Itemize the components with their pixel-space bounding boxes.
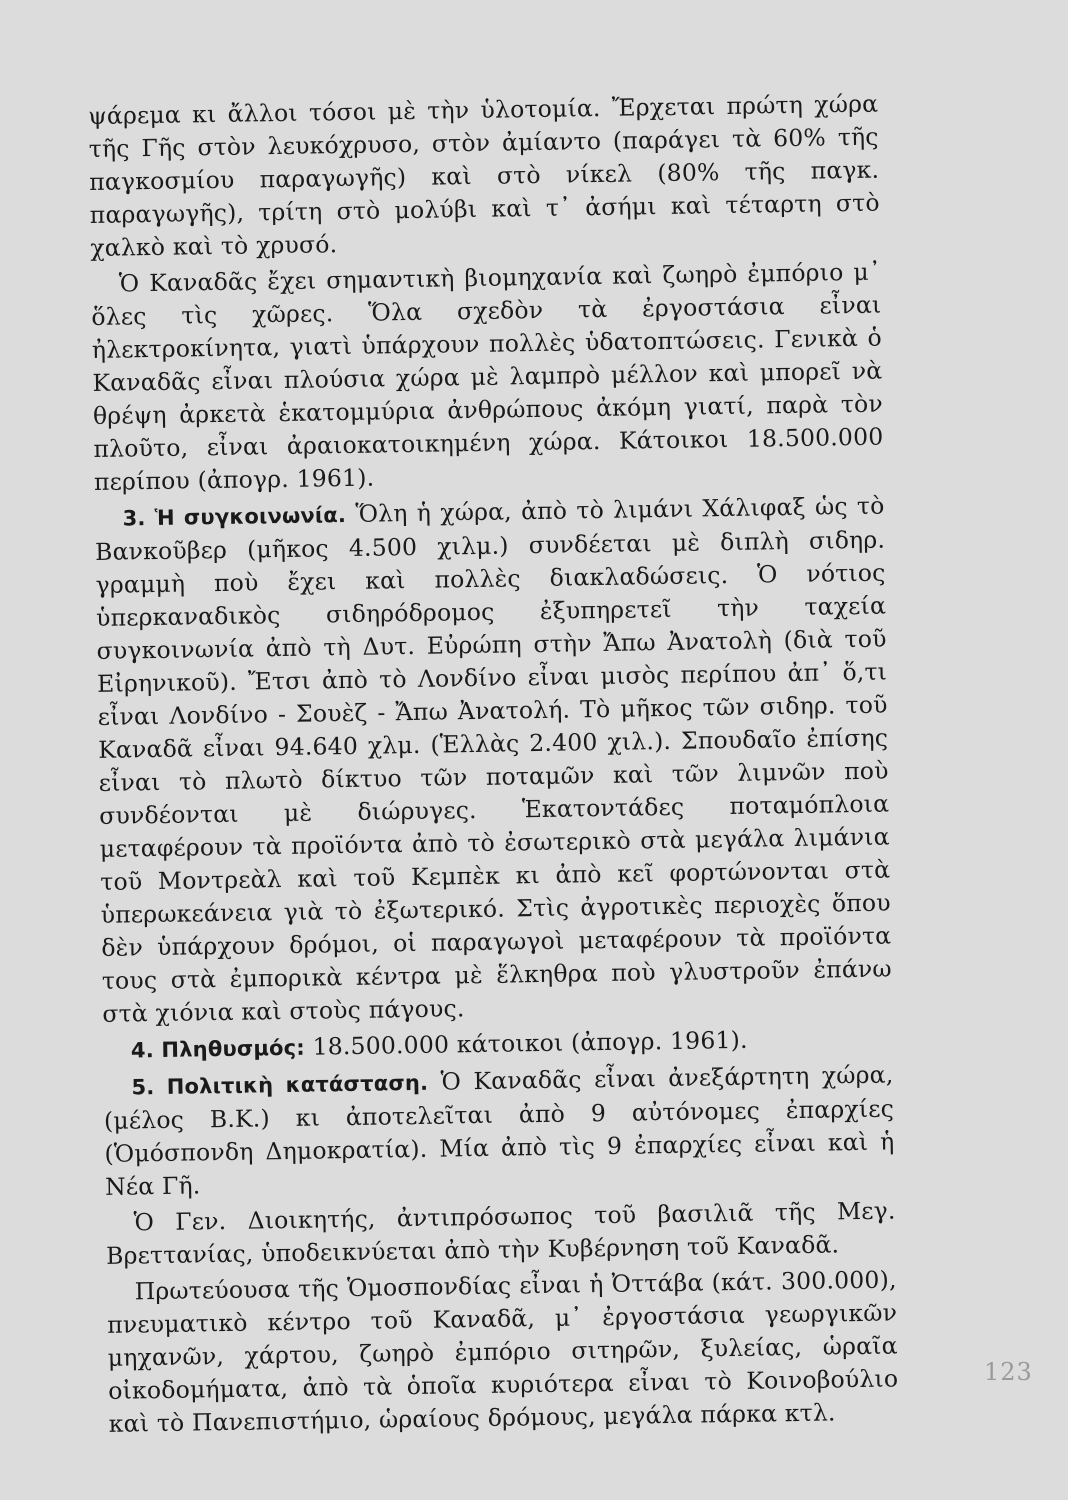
paragraph-capital: Πρωτεύουσα τῆς Ὁμοσπονδίας εἶναι ἡ Ὀττάβα (κάτ. 300.000), πνευματικὸ κέντρο τοῦ Καναδᾶ, μ᾿ ἐργοστάσια γεωργικῶν μηχανῶν, χάρτου, ζωηρὸ ἐμπόριο σιτηρῶν, ξυλείας, ὡραῖα οἰκοδομήματα, ἀπὸ τὰ ὁποῖα κυριότερα εἶναι τὸ Κοινοβούλιο καὶ τὸ Πανεπιστήμιο, ὡραίους δρόμους, μεγάλα πάρκα κτλ. bbox=[107, 1265, 899, 1438]
section-population-text: 18.500.000 κάτοικοι (ἀπογρ. 1961). bbox=[312, 1025, 748, 1061]
paragraph-minerals: ψάρεμα κι ἄλλοι τόσοι μὲ τὴν ὑλοτομία. Ἔρχεται πρώτη χώρα τῆς Γῆς στὸν λευκόχρυσο, στὸν ἀμίαντο (παράγει τὰ 60% τῆς παγκοσμίου παραγωγῆς) καὶ στὸ νίκελ (80% τῆς παγκ. παραγωγῆς), τρίτη στὸ μολύβι καὶ τ᾿ ἀσήμι καὶ τέταρτη στὸ χαλκὸ καὶ τὸ χρυσό. bbox=[88, 89, 880, 262]
section-transport bbox=[94, 490, 892, 1031]
section-politics-heading: 5. Πολιτικὴ κατάσταση. bbox=[131, 1070, 429, 1100]
page-number: 123 bbox=[984, 1358, 1033, 1386]
section-population-heading: 4. Πληθυσμός: bbox=[130, 1035, 306, 1063]
paragraph-governor: Ὁ Γεν. Διοικητής, ἀντιπρόσωπος τοῦ βασιλιᾶ τῆς Μεγ. Βρεττανίας, ὑποδεικνύεται ἀπὸ τὴν Κυβέρνηση τοῦ Καναδᾶ. bbox=[105, 1196, 896, 1270]
section-politics-text: Ὁ Καναδᾶς εἶναι ἀνεξάρτητη χώρα, (μέλος Β.Κ.) κι ἀποτελεῖται ἀπὸ 9 αὐτόνομες ἐπαρχίες (Ὁμόσπονδη Δημοκρατία). Μία ἀπὸ τὶς 9 ἐπαρχίες εἶναι καὶ ἡ Νέα Γῆ. bbox=[103, 1060, 895, 1201]
section-transport-text: Ὅλη ἡ χώρα, ἀπὸ τὸ λιμάνι Χάλιφαξ ὡς τὸ Βανκοῦβερ (μῆκος 4.500 χιλμ.) συνδέεται μὲ διπλὴ σιδηρ. γραμμὴ ποὺ ἔχει καὶ πολλὲς διακλαδώσεις. Ὁ νότιος ὑπερκαναδικὸς σιδηρόδρομος ἐξυπηρετεῖ τὴν ταχεία συγκοινωνία ἀπὸ τὴ Δυτ. Εὐρώπη στὴν Ἄπω Ἀνατολὴ (διὰ τοῦ Εἰρηνικοῦ). Ἔτσι ἀπὸ τὸ Λονδίνο εἶναι μισὸς περίπου ἀπ᾿ ὅ,τι εἶναι Λονδίνο - Σουὲζ - Ἄπω Ἀνατολή. Τὸ μῆκος τῶν σιδηρ. τοῦ Καναδᾶ εἶναι 94.640 χλμ. (Ἑλλὰς 2.400 χιλ.). Σπουδαῖο ἐπίσης εἶναι τὸ πλωτὸ δίκτυο τῶν ποταμῶν καὶ τῶν λιμνῶν ποὺ συνδέονται μὲ διώρυγες. Ἑκατοντάδες ποταμόπλοια μεταφέρουν τὰ προϊόντα ἀπὸ τὸ ἐσωτερικὸ στὰ μεγάλα λιμάνια τοῦ Μοντρεὰλ καὶ τοῦ Κεμπὲκ κι ἀπὸ κεῖ φορτώνονται στὰ ὑπερωκεάνεια γιὰ τὸ ἐξωτερικό. Στὶς ἀγροτικὲς περιοχὲς ὅπου δὲν ὑπάρχουν δρόμοι, οἱ παραγωγοὶ μεταφέρουν τὰ προϊόντα τους στὰ ἐμπορικὰ κέντρα μὲ ἕλκηθρα ποὺ γλυστροῦν ἐπάνω στὰ χιόνια καὶ στοὺς πάγους. bbox=[94, 491, 892, 1028]
paragraph-industry: Ὁ Καναδᾶς ἔχει σημαντικὴ βιομηχανία καὶ ζωηρὸ ἐμπόριο μ᾿ ὅλες τὶς χῶρες. Ὅλα σχεδὸν τὰ ἐργοστάσια εἶναι ἠλεκτροκίνητα, γιατὶ ὑπάρχουν πολλὲς ὑδατοπτώσεις. Γενικὰ ὁ Καναδᾶς εἶναι πλούσια χώρα μὲ λαμπρὸ μέλλον καὶ μπορεῖ νὰ θρέψη ἀρκετὰ ἑκατομμύρια ἀνθρώπους ἀκόμη γιατί, παρὰ τὸν πλοῦτο, εἶναι ἀραιοκατοικημένη χώρα. Κάτοικοι 18.500.000 περίπου (ἀπογρ. 1961). bbox=[91, 257, 884, 496]
section-transport-heading: 3. Ἡ συγκοινωνία. bbox=[122, 502, 347, 531]
section-politics bbox=[103, 1058, 895, 1203]
body-text bbox=[88, 88, 899, 1441]
